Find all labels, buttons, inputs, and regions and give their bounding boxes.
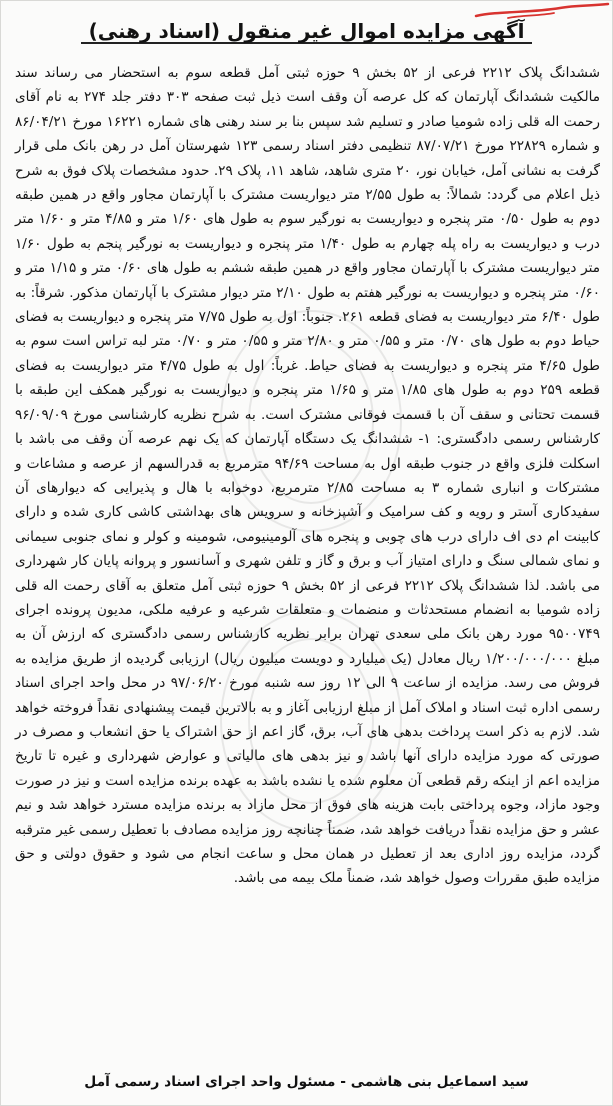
notice-title: آگهی مزایده اموال غیر منقول (اسناد رهنی) xyxy=(81,20,533,44)
signature-line: سید اسماعیل بنی هاشمی - مسئول واحد اجرای اسناد رسمی آمل xyxy=(84,1073,529,1090)
notice-title-area xyxy=(1,5,612,59)
notice-body: ششدانگ پلاک ۲۲۱۲ فرعی از ۵۲ بخش ۹ حوزه ثبتی آمل قطعه سوم به استحضار می رساند سند مالکیت ششدانگ آپارتمان که کل عرصه آن وقف است ذیل ثبت صفحه ۳۰۳ دفتر جلد ۲۷۴ به نام آقای رحمت اله قلی زاده شومیا صادر و تسلیم شد سپس بنا بر سند رهنی های شماره ۱۶۲۲۱ مورخ ۸۶/۰۴/۲۱ و شماره ۲۲۸۲۹ مورخ ۸۷/۰۷/۲۱ تنظیمی دفتر اسناد رسمی ۱۲۳ شهرستان آمل در رهن بانک ملی قرار گرفت به نشانی آمل، خیابان نور، ۲۰ متری شاهد، شاهد ۱۱، پلاک ۲۹. حدود مشخصات پلاک فوق به شرح ذیل اعلام می گردد: شمالاً: به طول ۲/۵۵ متر دیواریست مشترک با آپارتمان مجاور واقع در همین طبقه دوم به طول ۰/۵۰ متر پنجره و دیواریست به نورگیر سوم به طول های ۱/۶۰ متر و ۴/۸۵ متر و ۱/۶۰ متر درب و دیواریست به راه پله چهارم به طول ۱/۴۰ متر پنجره و دیواریست به نورگیر پنجم به طول ۱/۶۰ متر دیواریست مشترک با آپارتمان مجاور واقع در همین طبقه ششم به طول های ۰/۶۰ متر و ۱/۱۵ متر و ۰/۶۰ متر پنجره و دیواریست به نورگیر هفتم به طول ۲/۱۰ متر دیوار مشترک با آپارتمان مذکور. شرقاً: به طول ۶/۴۰ متر دیواریست به فضای قطعه ۲۶۱. جنوباً: اول به طول ۷/۷۵ متر پنجره و دیواریست به فضای حیاط دوم به طول های ۰/۷۰ متر و ۰/۵۵ متر و ۲/۸۰ متر و ۰/۵۵ متر و ۰/۷۰ متر لبه تراس است سوم به طول ۴/۶۵ متر پنجره و دیواریست به فضای حیاط. غرباً: اول به طول ۴/۷۵ متر دیواریست به فضای قطعه ۲۵۹ دوم به طول های ۱/۸۵ متر و ۱/۶۵ متر پنجره و دیواریست به نورگیر همکف این طبقه با قسمت تحتانی و سقف آن با قسمت فوقانی مشترک است. به شرح نظریه کارشناسی مورخ ۹۶/۰۹/۰۹ کارشناس رسمی دادگستری: ۱- ششدانگ یک دستگاه آپارتمان که یک نهم عرصه آن وقف می باشد با اسکلت فلزی واقع در جنوب طبقه اول به مساحت ۹۴/۶۹ مترمربع به قدرالسهم از عرصه و مشاعات و مشترکات و انباری شماره ۳ به مساحت ۲/۸۵ مترمربع، دوخوابه با هال و پذیرایی که دیوارهای آن سفیدکاری آستر و رویه و کف سرامیک و آشپزخانه و سرویس های بهداشتی کاشی کاری شده و دارای کابینت ام دی اف دارای درب های چوبی و پنجره های آلومینیومی، شومینه و کولر و نمای جنوبی سیمانی و نمای شمالی سنگ و دارای امتیاز آب و برق و گاز و تلفن شهری و آسانسور و پروانه پایان کار شهرداری می باشد. لذا ششدانگ پلاک ۲۲۱۲ فرعی از ۵۲ بخش ۹ حوزه ثبتی آمل متعلق به آقای رحمت اله قلی زاده شومیا به انضمام مستحدثات و منضمات و متعلقات شرعیه و عرفیه ملکی، مدیون پرونده اجرای ۹۵۰۰۷۴۹ مورد رهن بانک ملی سعدی تهران برابر نظریه کارشناس رسمی دادگستری که ارزش آن به مبلغ ۱/۲۰۰/۰۰۰/۰۰۰ ریال معادل (یک میلیارد و دویست میلیون ریال) ارزیابی گردیده از طریق مزایده به فروش می رسد. مزایده از ساعت ۹ الی ۱۲ روز سه شنبه مورخ ۹۷/۰۶/۲۰ در محل واحد اجرای اسناد رسمی اداره ثبت اسناد و املاک آمل از مبلغ ارزیابی آغاز و به بالاترین قیمت پیشنهادی نقداً فروخته خواهد شد. لازم به ذکر است پرداخت بدهی های آب، برق، گاز اعم از حق اشتراک یا حق انشعاب و مصرف در صورتی که مورد مزایده دارای آنها باشد و نیز بدهی های مالیاتی و عوارض شهرداری و غیره تا تاریخ مزایده اعم از اینکه رقم قطعی آن معلوم شده یا نشده باشد به عهده برنده مزایده است و نیز در صورت وجود مازاد، وجوه پرداختی بابت هزینه های فوق از محل مازاد به برنده مزایده مسترد خواهد شد و نیم عشر و حق مزایده نقداً دریافت خواهد شد، ضمناً چنانچه روز مزایده مصادف با تعطیل رسمی غیر مترقبه گردد، مزایده روز اداری بعد از تعطیل در همان محل و ساعت انجام می شود و حقوق دولتی و حق مزایده طبق مقررات وصول خواهد شد، ضمناً ملک بیمه می باشد. xyxy=(15,65,601,887)
signature-area xyxy=(13,1069,600,1095)
